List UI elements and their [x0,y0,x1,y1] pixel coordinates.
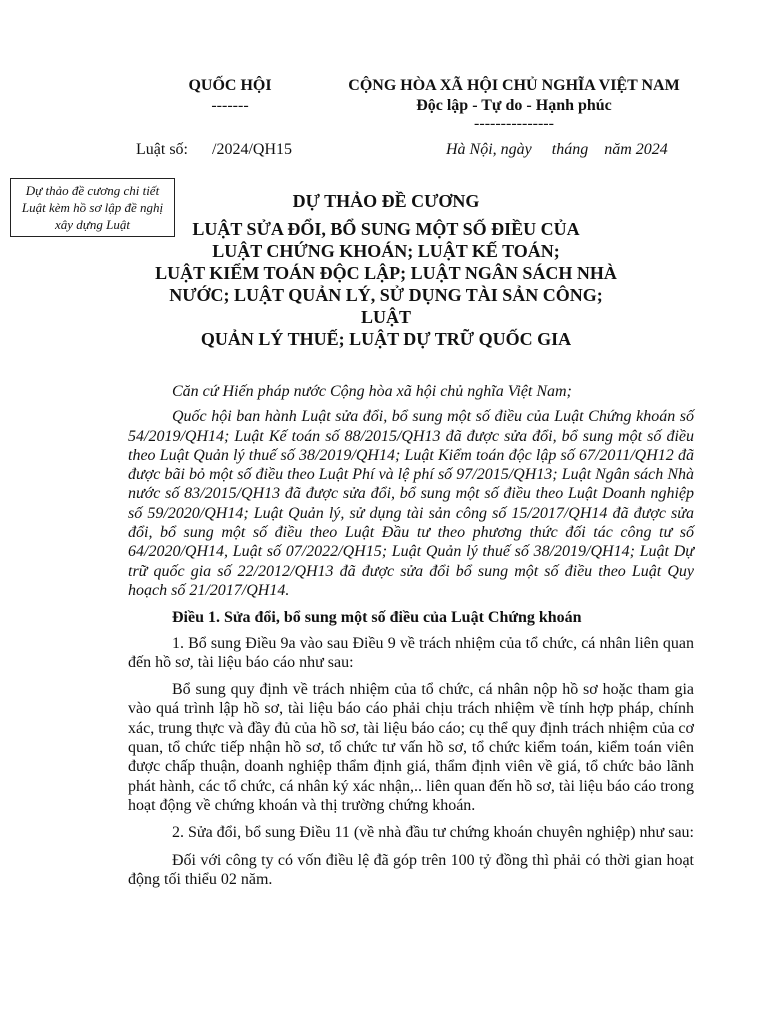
document-title [150,190,622,350]
title-line-4: LUẬT KIỂM TOÁN ĐỘC LẬP; LUẬT NGÂN SÁCH NHÀ [155,263,617,283]
title-line-2: LUẬT SỬA ĐỔI, BỔ SUNG MỘT SỐ ĐIỀU CỦA [192,219,580,239]
draft-note-box: Dự thảo đề cương chi tiết Luật kèm hồ sơ lập đề nghị xây dựng Luật [10,178,175,237]
issuer-block [150,76,310,116]
legal-basis: Căn cứ Hiến pháp nước Cộng hòa xã hội chủ nghĩa Việt Nam; [172,383,572,400]
article-1-item-1-body: Bổ sung quy định về trách nhiệm của tổ chức, cá nhân nộp hồ sơ hoặc tham gia vào quá trình lập hồ sơ, tài liệu báo cáo phải chịu trách nhiệm về tính hợp pháp, chính xác, trung thực và đầy đủ của hồ sơ, tài liệu báo cáo; cụ thể quy định trách nhiệm của cơ quan, tổ chức tiếp nhận hồ sơ, tổ chức tư vấn hồ sơ, tổ chức kiểm toán, kiểm toán viên được chấp thuận, doanh nghiệp thẩm định giá, thẩm định viên về giá, tổ chức bảo lãnh phát hành, các tổ chức, cá nhân ký xác nhận,.. liên quan đến hồ sơ, tài liệu báo cáo trong hoạt động về chứng khoán và thị trường chứng khoán. [128,681,694,814]
country-name: CỘNG HÒA XÃ HỘI CHỦ NGHĨA VIỆT NAM [348,77,680,94]
national-title-block [330,76,698,132]
place-date: Hà Nội, ngày tháng năm 2024 [446,141,668,158]
title-line-1: DỰ THẢO ĐỀ CƯƠNG [292,191,480,211]
title-line-5: NƯỚC; LUẬT QUẢN LÝ, SỬ DỤNG TÀI SẢN CÔNG; LUẬT [169,285,603,327]
law-number: Luật số: /2024/QH15 [136,141,292,158]
national-motto: Độc lập - Tự do - Hạnh phúc [416,97,612,114]
article-1-item-2-body: Đối với công ty có vốn điều lệ đã góp trên 100 tỷ đồng thì phải có thời gian hoạt động tối thiểu 02 năm. [128,851,694,888]
motto-divider: --------------- [474,115,554,132]
issuer-divider: ------- [211,97,249,114]
title-line-3: LUẬT CHỨNG KHOÁN; LUẬT KẾ TOÁN; [212,241,560,261]
article-1-heading: Điều 1. Sửa đổi, bổ sung một số điều của Luật Chứng khoán [172,609,582,627]
issuer-name: QUỐC HỘI [188,77,272,94]
title-line-6: QUẢN LÝ THUẾ; LUẬT DỰ TRỮ QUỐC GIA [200,329,572,349]
article-1-item-2: 2. Sửa đổi, bổ sung Điều 11 (về nhà đầu tư chứng khoán chuyên nghiệp) như sau: [172,824,694,842]
enactment-clause: Quốc hội ban hành Luật sửa đổi, bổ sung một số điều của Luật Chứng khoán số 54/2019/QH14; Luật Kế toán số 88/2015/QH13 đã được sửa đổi, bổ sung một số điều theo Luật Quản lý thuế số 38/2019/QH14; Luật Kiểm toán độc lập số 67/2011/QH12 đã được bãi bỏ một số điều theo Luật Phí và lệ phí số 97/2015/QH13; Luật Ngân sách Nhà nước số 83/2015/QH13 đã được sửa đổi, bổ sung một số điều theo Luật Doanh nghiệp số 59/2020/QH14; Luật Quản lý, sử dụng tài sản công số 15/2017/QH14 đã được sửa đổi, bổ sung một số điều theo Luật Đầu tư theo phương thức đối tác công tư số 64/2020/QH14, Luật số 07/2022/QH15; Luật Quản lý thuế số 38/2019/QH14; Luật Dự trữ quốc gia số 22/2012/QH13 đã được sửa đổi bổ sung một số điều theo Luật Quy hoạch số 21/2017/QH14. [128,408,694,599]
article-1-item-1: 1. Bổ sung Điều 9a vào sau Điều 9 về trách nhiệm của tổ chức, cá nhân liên quan đến hồ sơ, tài liệu báo cáo như sau: [128,634,694,671]
document-body [128,382,694,889]
